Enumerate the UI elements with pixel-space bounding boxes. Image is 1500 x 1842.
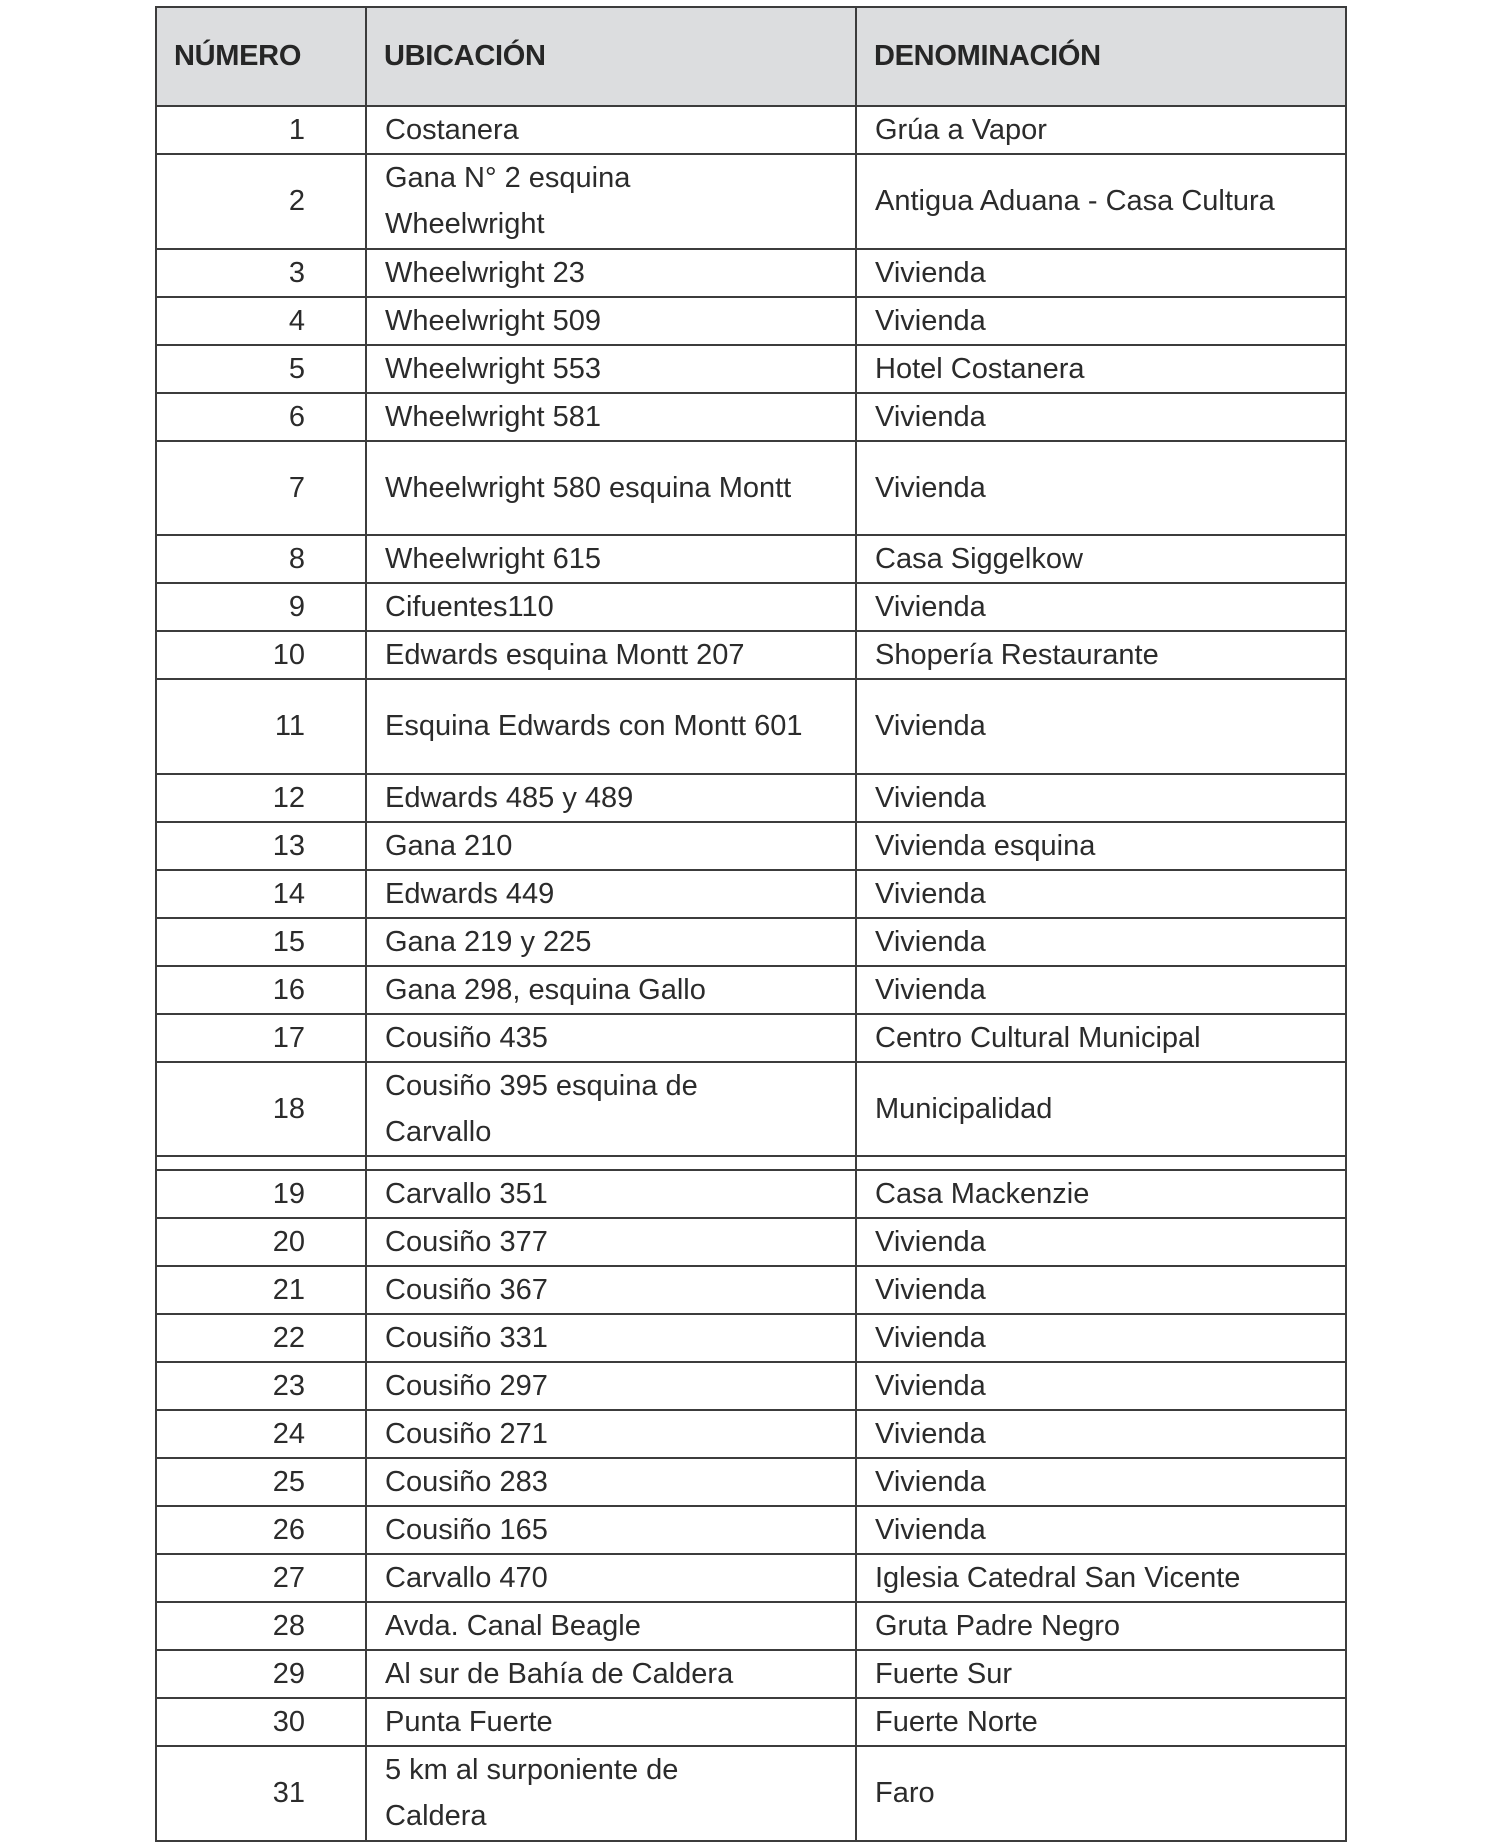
cell-ubicacion: Punta Fuerte <box>366 1698 856 1746</box>
table-row <box>156 1014 1346 1062</box>
table-row <box>156 966 1346 1014</box>
cell-ubicacion: Gana 210 <box>366 822 856 870</box>
cell-denominacion: Vivienda <box>856 393 1346 441</box>
table-row <box>156 1650 1346 1698</box>
cell-denominacion: Antigua Aduana - Casa Cultura <box>856 154 1346 249</box>
cell-ubicacion: Al sur de Bahía de Caldera <box>366 1650 856 1698</box>
cell-ubicacion: Wheelwright 580 esquina Montt <box>366 441 856 536</box>
cell-numero: 4 <box>156 297 366 345</box>
table-row <box>156 297 1346 345</box>
cell-denominacion: Casa Mackenzie <box>856 1170 1346 1218</box>
cell-ubicacion: Edwards 485 y 489 <box>366 774 856 822</box>
cell-numero: 28 <box>156 1602 366 1650</box>
cell-ubicacion: Carvallo 470 <box>366 1554 856 1602</box>
cell-numero: 27 <box>156 1554 366 1602</box>
cell-numero: 3 <box>156 249 366 297</box>
cell-numero: 5 <box>156 345 366 393</box>
cell-numero: 15 <box>156 918 366 966</box>
cell-denominacion: Vivienda <box>856 441 1346 536</box>
cell-denominacion: Vivienda <box>856 583 1346 631</box>
header-ubicacion: UBICACIÓN <box>366 7 856 106</box>
table-row <box>156 1314 1346 1362</box>
cell-numero: 25 <box>156 1458 366 1506</box>
cell-numero: 9 <box>156 583 366 631</box>
cell-denominacion: Vivienda <box>856 1266 1346 1314</box>
table-row <box>156 1218 1346 1266</box>
cell-numero: 29 <box>156 1650 366 1698</box>
cell-ubicacion: Gana N° 2 esquina Wheelwright <box>366 154 856 249</box>
table-row <box>156 583 1346 631</box>
cell-ubicacion: Costanera <box>366 106 856 154</box>
cell-ubicacion: Wheelwright 509 <box>366 297 856 345</box>
cell-denominacion: Vivienda <box>856 1410 1346 1458</box>
table-row <box>156 1170 1346 1218</box>
cell-ubicacion: Wheelwright 581 <box>366 393 856 441</box>
cell-denominacion: Vivienda <box>856 679 1346 774</box>
cell-numero: 14 <box>156 870 366 918</box>
cell-ubicacion: Wheelwright 615 <box>366 535 856 583</box>
cell-numero: 18 <box>156 1062 366 1157</box>
cell-ubicacion: Cousiño 331 <box>366 1314 856 1362</box>
cell-numero: 22 <box>156 1314 366 1362</box>
table-row <box>156 918 1346 966</box>
cell-ubicacion: Cousiño 377 <box>366 1218 856 1266</box>
cell-numero: 31 <box>156 1746 366 1841</box>
table-row <box>156 1506 1346 1554</box>
cell-denominacion: Iglesia Catedral San Vicente <box>856 1554 1346 1602</box>
cell-ubicacion: Cousiño 297 <box>366 1362 856 1410</box>
cell-denominacion: Faro <box>856 1746 1346 1841</box>
cell-denominacion: Fuerte Sur <box>856 1650 1346 1698</box>
table-row <box>156 679 1346 774</box>
cell-ubicacion: Avda. Canal Beagle <box>366 1602 856 1650</box>
cell-numero: 17 <box>156 1014 366 1062</box>
cell-ubicacion: Edwards 449 <box>366 870 856 918</box>
cell-denominacion: Vivienda <box>856 1218 1346 1266</box>
cell-numero: 2 <box>156 154 366 249</box>
cell-denominacion: Vivienda <box>856 774 1346 822</box>
cell-ubicacion: Esquina Edwards con Montt 601 <box>366 679 856 774</box>
cell-ubicacion: Gana 298, esquina Gallo <box>366 966 856 1014</box>
table-row <box>156 1698 1346 1746</box>
cell-denominacion: Vivienda <box>856 870 1346 918</box>
cell-denominacion: Vivienda <box>856 297 1346 345</box>
cell-denominacion: Vivienda <box>856 1362 1346 1410</box>
cell-numero: 23 <box>156 1362 366 1410</box>
cell-numero: 7 <box>156 441 366 536</box>
cell-ubicacion: 5 km al surponiente de Caldera <box>366 1746 856 1841</box>
header-denominacion: DENOMINACIÓN <box>856 7 1346 106</box>
cell-numero: 10 <box>156 631 366 679</box>
spacer-cell <box>856 1156 1346 1170</box>
cell-denominacion: Vivienda esquina <box>856 822 1346 870</box>
cell-denominacion: Vivienda <box>856 918 1346 966</box>
cell-ubicacion: Cousiño 165 <box>366 1506 856 1554</box>
cell-denominacion: Hotel Costanera <box>856 345 1346 393</box>
header-numero: NÚMERO <box>156 7 366 106</box>
cell-denominacion: Grúa a Vapor <box>856 106 1346 154</box>
heritage-buildings-table <box>155 6 1347 1842</box>
table-row <box>156 1554 1346 1602</box>
cell-ubicacion: Gana 219 y 225 <box>366 918 856 966</box>
cell-denominacion: Vivienda <box>856 249 1346 297</box>
cell-numero: 21 <box>156 1266 366 1314</box>
header-row <box>156 7 1346 106</box>
cell-numero: 13 <box>156 822 366 870</box>
cell-denominacion: Vivienda <box>856 966 1346 1014</box>
table-row <box>156 1362 1346 1410</box>
cell-denominacion: Fuerte Norte <box>856 1698 1346 1746</box>
cell-ubicacion: Wheelwright 23 <box>366 249 856 297</box>
cell-numero: 1 <box>156 106 366 154</box>
cell-ubicacion: Edwards esquina Montt 207 <box>366 631 856 679</box>
cell-numero: 8 <box>156 535 366 583</box>
cell-denominacion: Vivienda <box>856 1506 1346 1554</box>
cell-numero: 26 <box>156 1506 366 1554</box>
spacer-row <box>156 1156 1346 1170</box>
cell-ubicacion: Carvallo 351 <box>366 1170 856 1218</box>
cell-denominacion: Vivienda <box>856 1458 1346 1506</box>
cell-numero: 11 <box>156 679 366 774</box>
cell-ubicacion: Cousiño 367 <box>366 1266 856 1314</box>
cell-denominacion: Municipalidad <box>856 1062 1346 1157</box>
table-row <box>156 1062 1346 1157</box>
table-row <box>156 535 1346 583</box>
table-row <box>156 249 1346 297</box>
spacer-cell <box>366 1156 856 1170</box>
table-row <box>156 822 1346 870</box>
table-row <box>156 1602 1346 1650</box>
cell-ubicacion: Cousiño 395 esquina de Carvallo <box>366 1062 856 1157</box>
cell-numero: 30 <box>156 1698 366 1746</box>
table-row <box>156 1746 1346 1841</box>
cell-denominacion: Shopería Restaurante <box>856 631 1346 679</box>
table-row <box>156 154 1346 249</box>
cell-numero: 6 <box>156 393 366 441</box>
table-row <box>156 1410 1346 1458</box>
cell-denominacion: Gruta Padre Negro <box>856 1602 1346 1650</box>
table-row <box>156 870 1346 918</box>
cell-numero: 12 <box>156 774 366 822</box>
table-row <box>156 345 1346 393</box>
cell-numero: 24 <box>156 1410 366 1458</box>
table-row <box>156 1266 1346 1314</box>
cell-numero: 16 <box>156 966 366 1014</box>
table-row <box>156 441 1346 536</box>
cell-denominacion: Vivienda <box>856 1314 1346 1362</box>
spacer-cell <box>156 1156 366 1170</box>
cell-denominacion: Casa Siggelkow <box>856 535 1346 583</box>
cell-numero: 20 <box>156 1218 366 1266</box>
cell-ubicacion: Cousiño 435 <box>366 1014 856 1062</box>
table-header <box>156 7 1346 106</box>
table-row <box>156 393 1346 441</box>
cell-ubicacion: Cousiño 283 <box>366 1458 856 1506</box>
cell-ubicacion: Cousiño 271 <box>366 1410 856 1458</box>
cell-denominacion: Centro Cultural Municipal <box>856 1014 1346 1062</box>
cell-ubicacion: Cifuentes110 <box>366 583 856 631</box>
table-body <box>156 106 1346 1841</box>
table-row <box>156 631 1346 679</box>
cell-numero: 19 <box>156 1170 366 1218</box>
table-row <box>156 774 1346 822</box>
cell-ubicacion: Wheelwright 553 <box>366 345 856 393</box>
table-row <box>156 1458 1346 1506</box>
table-row <box>156 106 1346 154</box>
